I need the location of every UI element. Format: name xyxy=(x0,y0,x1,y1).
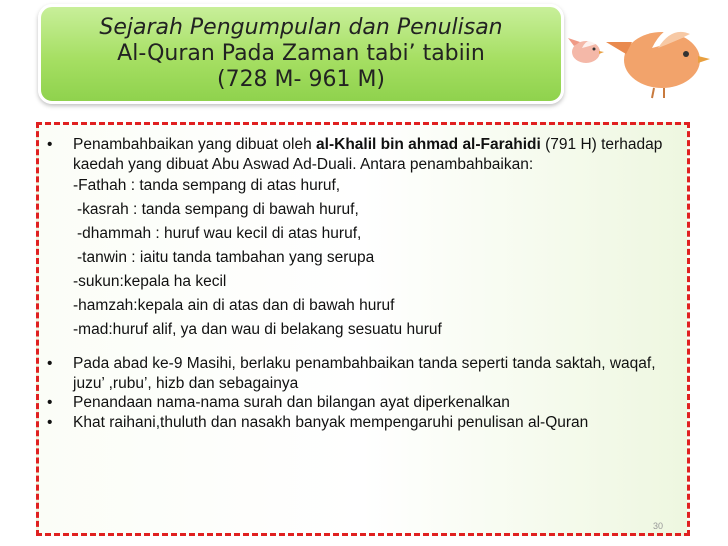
page-number: 30 xyxy=(652,521,663,531)
bullet-icon: • xyxy=(47,394,53,411)
sub-item: -Fathah : tanda sempang di atas huruf, xyxy=(73,177,341,194)
small-bird-icon xyxy=(566,32,606,66)
sub-item: -dhammah : huruf wau kecil di atas huruf, xyxy=(77,225,362,242)
sub-item: -sukun:kepala ha kecil xyxy=(73,273,227,290)
bullet-item: • Pada abad ke-9 Masihi, berlaku penambahbaikan tanda seperti tanda saktah, waqaf, juzu’ ,rubu’, hizb dan sebagainya xyxy=(47,355,656,392)
scholar-name: al-Khalil bin ahmad al-Farahidi xyxy=(316,136,541,153)
title-line-2: Al-Quran Pada Zaman tabi’ tabiin xyxy=(117,41,485,66)
bullet-icon: • xyxy=(47,136,53,153)
bullet-icon: • xyxy=(47,413,53,431)
title-line-1: Sejarah Pengumpulan dan Penulisan xyxy=(99,15,503,40)
title-banner xyxy=(38,4,564,104)
large-bird-icon xyxy=(602,2,714,102)
sub-item: -kasrah : tanda sempang di bawah huruf, xyxy=(77,201,359,218)
content-box xyxy=(36,122,690,536)
bullet-item: • Penambahbaikan yang dibuat oleh al-Khalil bin ahmad al-Farahidi (791 H) terhadap kaedah yang dibuat Abu Aswad Ad-Duali. Antara penambahbaikan: xyxy=(47,136,663,173)
bullet-item: • Penandaan nama-nama surah dan bilangan ayat diperkenalkan xyxy=(47,394,510,411)
sub-item: -hamzah:kepala ain di atas dan di bawah huruf xyxy=(73,297,395,314)
bullet-icon: • xyxy=(47,355,53,372)
title-line-3: (728 M- 961 M) xyxy=(216,67,386,92)
bullet-item: • Khat raihani,thuluth dan nasakh banyak mempengaruhi penulisan al-Quran xyxy=(47,413,589,431)
sub-item: -tanwin : iaitu tanda tambahan yang serupa xyxy=(77,249,375,266)
sub-item: -mad:huruf alif, ya dan wau di belakang sesuatu huruf xyxy=(73,321,442,338)
